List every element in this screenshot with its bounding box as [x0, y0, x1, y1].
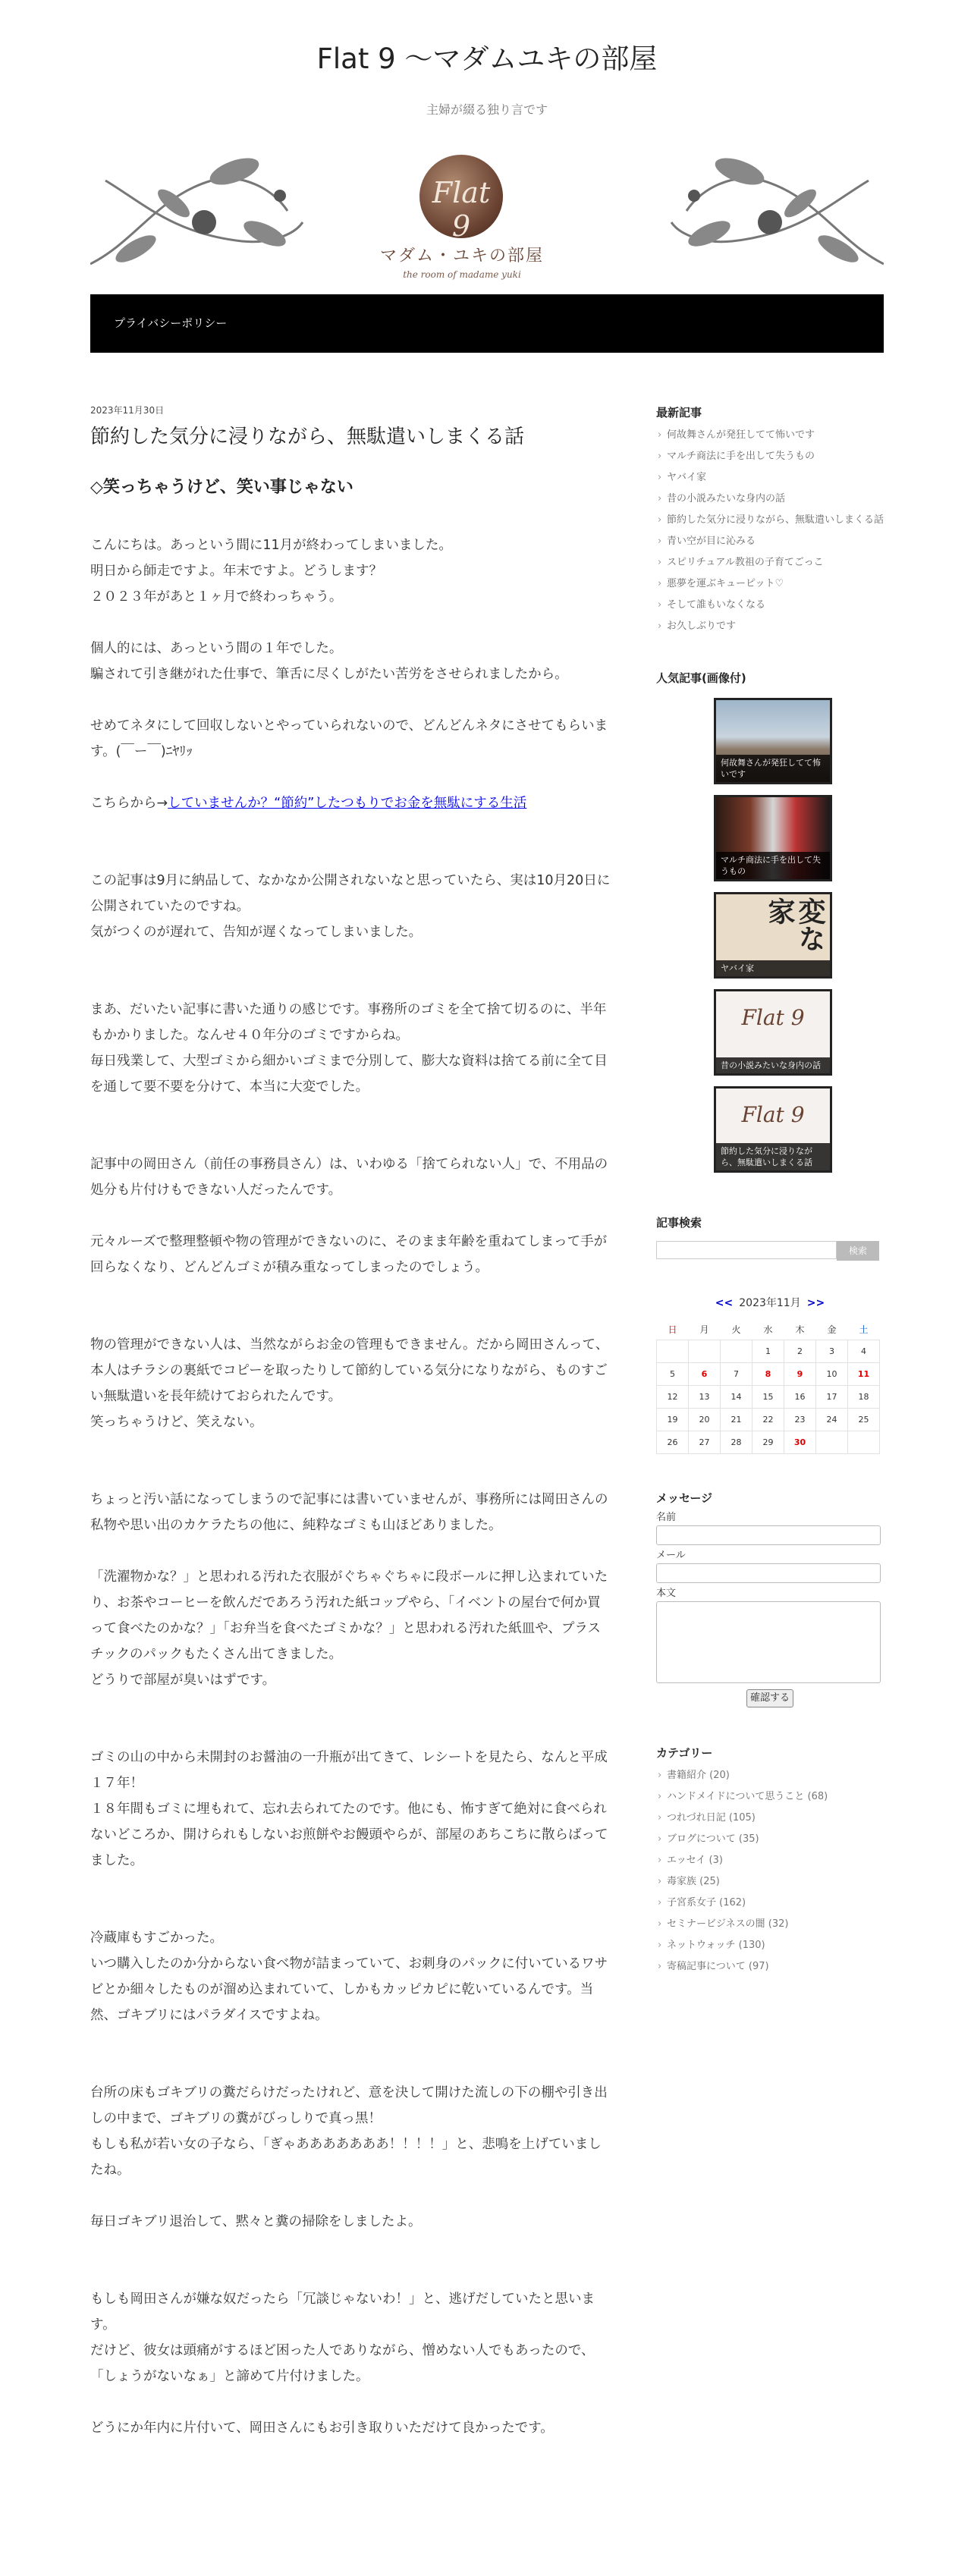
- category-count: (162): [719, 1897, 746, 1908]
- logo-japanese-title: マダム・ユキの部屋: [379, 247, 544, 265]
- calendar-weekday: 木: [795, 1324, 805, 1335]
- post-paragraph: この記事は9月に納品して、なかなか公開されないなと思っていたら、実は10月20日に公開されていたのですね。 気がつくのが遅れて、告知が遅くなってしまいました。: [90, 873, 611, 940]
- calendar-prev-link[interactable]: <<: [715, 1297, 734, 1309]
- calendar-day: 26: [657, 1431, 689, 1454]
- category-count: (35): [738, 1833, 759, 1845]
- post-paragraph: 物の管理ができない人は、当然ながらお金の管理もできません。だから岡田さんって、本人はチラシの裏紙でコピーを取ったりして節約している気分になりながら、ものすごい無駄遣いを長年続けておられたんです。 笑っちゃうけど、笑えない。: [90, 1337, 609, 1430]
- message-name-label: 名前: [656, 1512, 677, 1523]
- calendar-day: 7: [721, 1363, 752, 1386]
- calendar-day: 24: [816, 1409, 848, 1431]
- post-paragraph: まあ、だいたい記事に書いた通りの感じです。事務所のゴミを全て捨て切るのに、半年もかかりました。なんせ４０年分のゴミですからね。 毎日残業して、大型ゴミから細かいゴミまで分別して、膨大な資料は捨てる前に全て目を通して要不要を分けて、本当に大変でした。: [90, 1002, 608, 1095]
- category-count: (3): [709, 1855, 723, 1866]
- post-subheading: ◇笑っちゃうけど、笑い事じゃない: [90, 478, 353, 497]
- calendar-day: 13: [689, 1386, 721, 1409]
- popular-post-card[interactable]: [714, 892, 832, 979]
- sidebar: [656, 404, 884, 1974]
- calendar-body: [657, 1340, 880, 1454]
- calendar-week-row: [657, 1431, 880, 1454]
- calendar-day: 21: [721, 1409, 752, 1431]
- category-item[interactable]: [656, 1832, 884, 1847]
- calendar-next-link[interactable]: >>: [806, 1297, 825, 1309]
- popular-post-card[interactable]: [714, 795, 832, 881]
- calendar-week-row: [657, 1386, 880, 1409]
- calendar-day: 28: [721, 1431, 752, 1454]
- popular-post-caption: 昔の小説みたいな身内の話: [716, 1057, 830, 1073]
- calendar-day: 18: [848, 1386, 880, 1409]
- category-count: (20): [709, 1770, 730, 1781]
- post-paragraph: 冷蔵庫もすごかった。 いつ購入したのか分からない食べ物が詰まっていて、お刺身のパックに付いているワサビとか細々したものが溜め込まれていて、しかもカッピカピに乾いているんです。当然、ゴキブリにはパラダイスですよね。: [90, 1930, 608, 2023]
- post-title[interactable]: 節約した気分に浸りながら、無駄遣いしまくる話: [90, 426, 525, 448]
- popular-posts-heading: 人気記事(画像付): [656, 671, 746, 685]
- popular-post-caption: ヤバイ家: [716, 960, 830, 976]
- calendar-month: 2023年11月: [739, 1297, 801, 1309]
- post-paragraph: どうにか年内に片付いて、岡田さんにもお引き取りいただけて良かったです。: [90, 2420, 554, 2436]
- main-content: [90, 404, 611, 2441]
- calendar-day: [816, 1431, 848, 1454]
- post-paragraph: ゴミの山の中から未開封のお醤油の一升瓶が出てきて、レシートを見たら、なんと平成１７年！ １８年間もゴミに埋もれて、忘れ去られてたのです。他にも、怖すぎて絶対に食べられないどころか、開けられもしないお煎餅やお饅頭やらが、部屋のあちこちに散らばってました。: [90, 1750, 608, 1868]
- category-count: (97): [748, 1961, 769, 1972]
- calendar-weekday: 月: [699, 1324, 709, 1335]
- popular-post-image-text: Flat 9: [741, 1102, 805, 1127]
- category-name[interactable]: ハンドメイドについて思うこと: [667, 1791, 805, 1802]
- nav-privacy-policy[interactable]: プライバシーポリシー: [114, 316, 228, 330]
- link-prefix: こちらから→: [90, 796, 168, 811]
- message-name-field[interactable]: [656, 1525, 881, 1545]
- category-count: (68): [807, 1791, 828, 1802]
- calendar-day: 29: [752, 1431, 784, 1454]
- calendar-day: 14: [721, 1386, 752, 1409]
- calendar-day: 27: [689, 1431, 721, 1454]
- recent-post-link[interactable]: › 青い空が目に沁みる: [656, 534, 884, 549]
- nav-bar: [90, 294, 884, 353]
- category-name[interactable]: 毒家族: [667, 1876, 697, 1887]
- recent-post-link[interactable]: › 悪夢を運ぶキューピット♡: [656, 576, 884, 592]
- post-paragraph: 個人的には、あっという間の１年でした。 騙されて引き継がれた仕事で、筆舌に尽くしがたい苦労をさせられましたから。: [90, 641, 568, 682]
- popular-post-card[interactable]: [714, 1086, 832, 1173]
- post-paragraph: 台所の床もゴキブリの糞だらけだったけれど、意を決して開けた流しの下の棚や引き出しの中まで、ゴキブリの糞がびっしりで真っ黒！ もしも私が若い女の子なら、「ぎゃあああああああ！！！！」と、悲鳴を上げていましたね。: [90, 2085, 608, 2178]
- message-email-label: メール: [656, 1550, 686, 1561]
- message-email-field[interactable]: [656, 1563, 881, 1583]
- category-item[interactable]: [656, 1917, 884, 1932]
- category-item[interactable]: [656, 1959, 884, 1974]
- category-name[interactable]: エッセイ: [667, 1855, 706, 1866]
- category-name[interactable]: セミナービジネスの闇: [667, 1918, 765, 1930]
- calendar-weekday: 土: [859, 1324, 869, 1335]
- calendar-week-row: [657, 1409, 880, 1431]
- calendar-header: [656, 1294, 884, 1312]
- calendar-week-row: [657, 1340, 880, 1363]
- logo-text: Flat 9: [432, 176, 491, 243]
- calendar-day[interactable]: 9: [784, 1363, 816, 1386]
- search-input[interactable]: [656, 1241, 837, 1259]
- recent-post-link[interactable]: › 何故舞さんが発狂してて怖いです: [656, 428, 884, 443]
- category-list: [656, 1768, 884, 1974]
- category-item[interactable]: [656, 1853, 884, 1868]
- message-body-field[interactable]: [656, 1601, 881, 1683]
- calendar-day: 12: [657, 1386, 689, 1409]
- calendar-day: 16: [784, 1386, 816, 1409]
- category-item[interactable]: [656, 1938, 884, 1953]
- calendar-day[interactable]: 8: [752, 1363, 784, 1386]
- category-name[interactable]: つれづれ日記: [667, 1812, 726, 1824]
- calendar-weekday: 日: [668, 1324, 677, 1335]
- category-item[interactable]: [656, 1789, 884, 1805]
- popular-post-caption: 節約した気分に浸りながら、無駄遣いしまくる話: [716, 1143, 830, 1170]
- post-paragraph: 元々ルーズで整理整頓や物の管理ができないのに、そのまま年齢を重ねてしまって手が回らなくなり、どんどんゴミが積み重なってしまったのでしょう。: [90, 1234, 608, 1275]
- calendar-day[interactable]: 30: [784, 1431, 816, 1454]
- calendar-day: 3: [816, 1340, 848, 1363]
- recent-post-link[interactable]: › 昔の小説みたいな身内の話: [656, 492, 884, 507]
- search-button[interactable]: 検索: [837, 1241, 879, 1261]
- category-name[interactable]: 寄稿記事について: [667, 1961, 746, 1972]
- calendar-day: [848, 1431, 880, 1454]
- recent-posts-heading: 最新記事: [656, 406, 702, 419]
- post-paragraph: 記事中の岡田さん（前任の事務員さん）は、いわゆる「捨てられない人」で、不用品の処分も片付けもできない人だったんです。: [90, 1157, 608, 1198]
- message-confirm-button[interactable]: 確認する: [746, 1689, 793, 1707]
- popular-post-caption: 何故舞さんが発狂してて怖いです: [716, 755, 830, 782]
- post-link-paragraph: [90, 790, 611, 816]
- category-name[interactable]: 書籍紹介: [667, 1770, 707, 1781]
- post-paragraph: もしも岡田さんが嫌な奴だったら「冗談じゃないわ！」と、逃げだしていたと思います。 だけど、彼女は頭痛がするほど困った人でありながら、憎めない人でもあったので、「しょうがないなぁ」と諦めて片付けました。: [90, 2292, 595, 2384]
- recent-post-link[interactable]: › 節約した気分に浸りながら、無駄遣いしまくる話: [656, 513, 884, 528]
- calendar-day: 10: [816, 1363, 848, 1386]
- post-paragraph: せめてネタにして回収しないとやっていられないので、どんどんネタにさせてもらいます。(￣ー￣)ﾆﾔﾘｯ: [90, 718, 608, 759]
- category-item[interactable]: [656, 1768, 884, 1783]
- post-date: 2023年11月30日: [90, 405, 165, 416]
- calendar-day: 2: [784, 1340, 816, 1363]
- recent-post-link[interactable]: › ヤバイ家: [656, 470, 884, 485]
- popular-post-image-text: Flat 9: [741, 1005, 805, 1030]
- calendar-day: 15: [752, 1386, 784, 1409]
- popular-post-card[interactable]: [714, 698, 832, 784]
- calendar-day: [689, 1340, 721, 1363]
- category-item[interactable]: [656, 1896, 884, 1911]
- calendar-day: 19: [657, 1409, 689, 1431]
- search-heading: 記事検索: [656, 1216, 702, 1230]
- category-name[interactable]: ブログについて: [667, 1833, 736, 1845]
- calendar-day: 20: [689, 1409, 721, 1431]
- search-form: [656, 1241, 884, 1261]
- category-count: (105): [728, 1812, 756, 1824]
- related-article-link[interactable]: していませんか？“節約”したつもりでお金を無駄にする生活: [168, 796, 527, 811]
- calendar-day: [721, 1340, 752, 1363]
- recent-post-link[interactable]: › そして誰もいなくなる: [656, 598, 884, 613]
- category-item[interactable]: [656, 1874, 884, 1890]
- calendar-day[interactable]: 11: [848, 1363, 880, 1386]
- category-count: (32): [768, 1918, 789, 1930]
- category-name[interactable]: ネットウォッチ: [667, 1940, 736, 1951]
- header-banner[interactable]: [90, 150, 884, 294]
- category-heading: カテゴリー: [656, 1746, 713, 1760]
- post-paragraph: 毎日ゴキブリ退治して、黙々と糞の掃除をしましたよ。: [90, 2214, 422, 2229]
- popular-post-image-text: 変な家: [764, 897, 826, 952]
- calendar-weekday: 水: [763, 1324, 773, 1335]
- category-count: (25): [699, 1876, 720, 1887]
- recent-post-link[interactable]: › スピリチュアル教祖の子育てごっこ: [656, 555, 884, 570]
- calendar-day: 23: [784, 1409, 816, 1431]
- calendar-day: [657, 1340, 689, 1363]
- calendar-week-row: [657, 1363, 880, 1386]
- popular-post-caption: マルチ商法に手を出して失うもの: [716, 852, 830, 879]
- category-count: (130): [738, 1940, 765, 1951]
- calendar-day: 1: [752, 1340, 784, 1363]
- category-name[interactable]: 子宮系女子: [667, 1897, 717, 1908]
- calendar-day[interactable]: 6: [689, 1363, 721, 1386]
- calendar-day: 4: [848, 1340, 880, 1363]
- recent-posts-list: [656, 428, 884, 634]
- page-wrapper: [90, 0, 884, 2436]
- calendar-day: 22: [752, 1409, 784, 1431]
- site-title[interactable]: Flat 9 〜マダムユキの部屋: [316, 42, 658, 75]
- message-body-label: 本文: [656, 1588, 677, 1599]
- post-paragraph: 「洗濯物かな？」と思われる汚れた衣服がぐちゃぐちゃに段ボールに押し込まれていたり、お茶やコーヒーを飲んだであろう汚れた紙コップやら、「イベントの屋台で何か買って食べたのかな？」「お弁当を食べたゴミかな？」と思われる汚れた紙皿や、プラスチックのパックもたくさん出てきました。 どうりで部屋が臭いはずです。: [90, 1569, 608, 1688]
- post-paragraph: こんにちは。あっという間に11月が終わってしまいました。 明日から師走ですよ。年末ですよ。どうします？ ２０２３年があと１ヶ月で終わっちゃう。: [90, 538, 452, 605]
- message-heading: メッセージ: [656, 1491, 713, 1505]
- category-item[interactable]: [656, 1811, 884, 1826]
- calendar-weekday: 火: [731, 1324, 741, 1335]
- popular-post-card[interactable]: [714, 989, 832, 1076]
- calendar-day: 17: [816, 1386, 848, 1409]
- site-description: 主婦が綴る独り言です: [426, 102, 548, 117]
- calendar-weekday: 金: [827, 1324, 837, 1335]
- recent-post-link[interactable]: › お久しぶりです: [656, 619, 884, 634]
- calendar-day: 5: [657, 1363, 689, 1386]
- post-paragraph: ちょっと汚い話になってしまうので記事には書いていませんが、事務所には岡田さんの私物や思い出のカケラたちの他に、純粋なゴミも山ほどありました。: [90, 1492, 608, 1533]
- calendar-table: [656, 1318, 880, 1454]
- logo-subtitle: the room of madame yuki: [403, 269, 521, 280]
- recent-post-link[interactable]: › マルチ商法に手を出して失うもの: [656, 449, 884, 464]
- calendar-day: 25: [848, 1409, 880, 1431]
